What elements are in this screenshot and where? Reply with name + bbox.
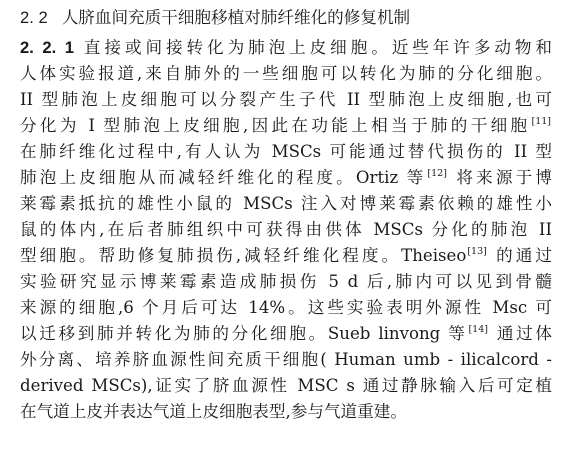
paragraph-line [20,373,552,399]
paragraph-line [20,217,552,243]
line-text: 分化为 I 型肺泡上皮细胞,因此在功能上相当于肺的干细胞 [20,116,531,135]
paragraph-line [20,165,552,191]
line-text: 以迁移到肺并转化为肺的分化细胞。Sueb linvong 等 [20,324,468,343]
line-text: 鼠的体内,在后者肺组织中可获得由供体 MSCs 分化的肺泡 II [20,220,552,239]
citation-ref: [11] [531,116,551,127]
line-text: derived MSCs),证实了脐血源性 MSC s 通过静脉输入后可定植 [20,376,552,395]
paragraph-line [20,191,552,217]
line-text: 外分离、培养脐血源性间充质干细胞( Human umb - ilicalcord - [20,350,552,369]
line-text: 通过体 [488,324,552,343]
line-text: 直接或间接转化为肺泡上皮细胞。近些年许多动物和 [79,38,552,57]
paragraph-line [20,139,552,165]
line-text: 莱霉素抵抗的雄性小鼠的 MSCs 注入对博莱霉素依赖的雄性小 [20,194,552,213]
section-title: 人脐血间充质干细胞移植对肺纤维化的修复机制 [61,8,411,27]
line-text: II 型肺泡上皮细胞可以分裂产生子代 II 型肺泡上皮细胞,也可 [20,90,552,109]
line-text: 的通过 [487,246,553,265]
paragraph-line [20,87,552,113]
line-text: 来源的细胞,6 个月后可达 14%。这些实验表明外源性 Msc 可 [20,298,552,317]
citation-ref: [14] [468,324,488,335]
section-heading [20,4,410,32]
paragraph-line [20,35,552,61]
line-text: 人体实验报道,来自肺外的一些细胞可以转化为肺的分化细胞。 [20,64,552,83]
paragraph-line [20,113,552,139]
line-text: 肺泡上皮细胞从而减轻纤维化的程度。Ortiz 等 [20,168,427,187]
citation-ref: [13] [467,246,487,257]
section-number: 2. 2 [20,8,48,27]
paragraph-line [20,243,552,269]
citation-ref: [12] [427,168,447,179]
paragraph-line [20,399,552,425]
paragraph-line [20,295,552,321]
paragraph-line [20,269,552,295]
line-text: 实验研究显示博莱霉素造成肺损伤 5 d 后,肺内可以见到骨髓 [20,272,552,291]
paragraph-line [20,321,552,347]
line-text: 将来源于博 [447,168,553,187]
line-text: 型细胞。帮助修复肺损伤,减轻纤维化程度。Theiseo [20,246,467,265]
subsection-number: 2. 2. 1 [20,38,74,57]
line-text: 在气道上皮并表达气道上皮细胞表型,参与气道重建。 [20,402,407,421]
line-text: 在肺纤维化过程中,有人认为 MSCs 可能通过替代损伤的 II 型 [20,142,552,161]
paragraph-line [20,61,552,87]
paragraph-line [20,347,552,373]
